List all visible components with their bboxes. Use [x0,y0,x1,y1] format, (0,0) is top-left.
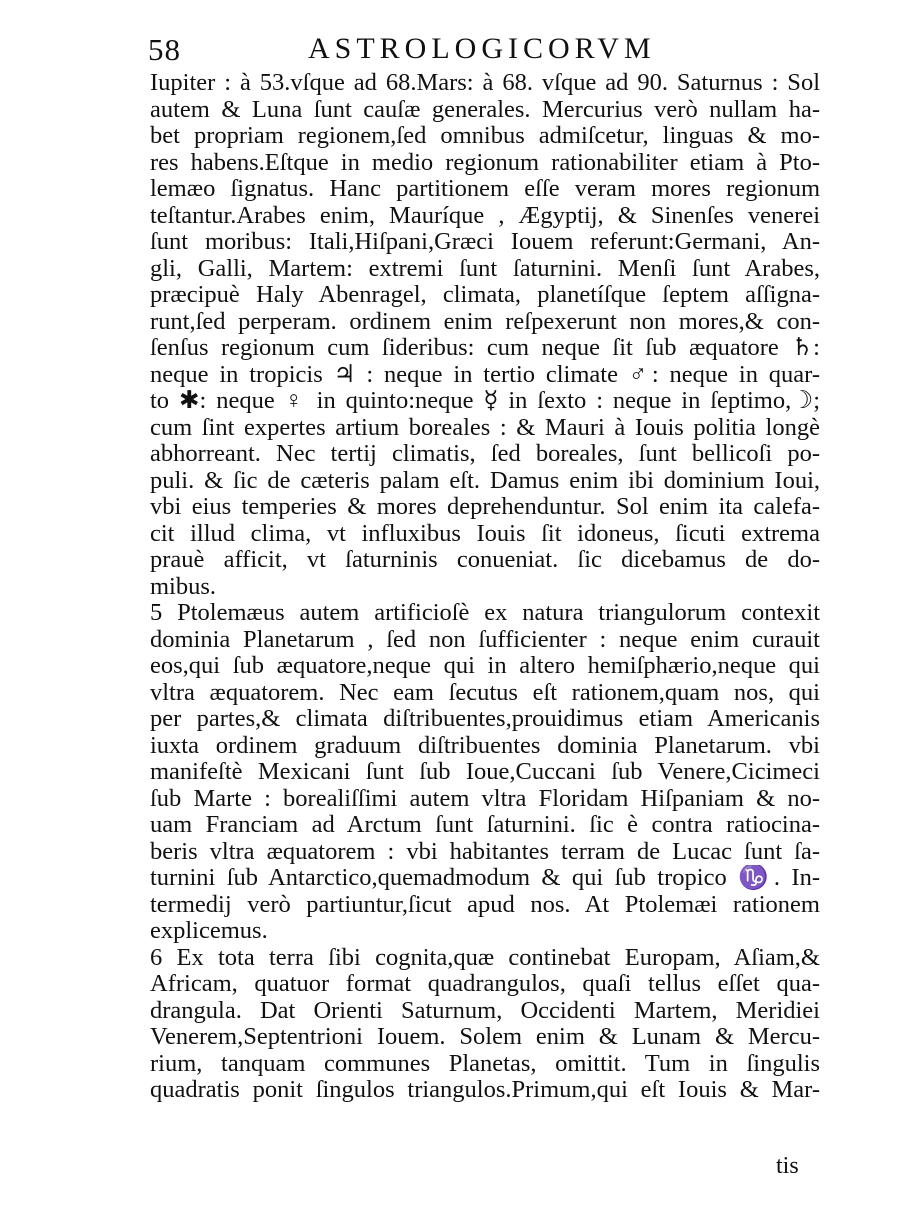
text-line: vbi eius temperies & mores deprehenduntur. Sol enim ita calefa- [150,494,820,520]
text-line: explicemus. [150,918,268,944]
text-line: bet propriam regionem,ſed omnibus admiſcetur, linguas & mo- [150,123,820,149]
text-line: ſub Marte : borealiſſimi autem vltra Floridam Hiſpaniam & no- [150,785,820,812]
text-line: per partes,& climata diſtribuentes,prouidimus etiam Americanis [150,706,820,732]
text-line: puli. & ſic de cæteris palam eſt. Damus enim ibi dominium Ioui, [150,467,820,494]
text-line: Iupiter : à 53.vſque ad 68.Mars: à 68. vſque ad 90. Saturnus : Sol [150,70,820,96]
text-line: cum ſint expertes artium boreales : & Mauri à Iouis politia longè [150,414,820,441]
text-line: 5 Ptolemæus autem artificioſè ex natura triangulorum contexit [150,600,820,626]
text-line: mibus. [150,573,217,600]
text-line: præcipuè Haly Abenragel, climata, planetíſque ſeptem aſſigna- [150,282,820,308]
text-line: to ✱: neque ♀ in quinto:neque ☿ in ſexto : neque in ſeptimo,☽; [150,388,820,414]
text-line: quadratis ponit ſingulos triangulos.Primum,qui eſt Iouis & Mar- [150,1077,820,1103]
body-text [150,70,820,1104]
text-line: runt,ſed perperam. ordinem enim reſpexerunt non mores,& con- [150,308,820,335]
text-line: res habens.Eſtque in medio regionum rationabiliter etiam à Pto- [150,149,820,176]
text-line: beris vltra æquatorem : vbi habitantes terram de Lucac ſunt ſa- [150,838,820,865]
text-line: autem & Luna ſunt cauſæ generales. Mercurius verò nullam ha- [150,96,820,123]
text-line: teſtantur.Arabes enim, Mauríque , Ægyptij, & Sinenſes venerei [150,202,820,229]
text-line: termedij verò partiuntur,ſicut apud nos. At Ptolemæi rationem [150,891,820,918]
catchword: tis [776,1153,799,1179]
text-line: rium, tanquam communes Planetas, omittit. Tum in ſingulis [150,1050,820,1077]
text-line: eos,qui ſub æquatore,neque qui in altero hemiſphærio,neque qui [150,653,820,679]
text-line: lemæo ſignatus. Hanc partitionem eſſe veram mores regionum [150,176,820,202]
text-line: dominia Planetarum , ſed non ſufficienter : neque enim curauit [150,626,820,653]
text-line: cit illud clima, vt influxibus Iouis ſit idoneus, ſicuti extrema [150,520,820,547]
page-header [148,28,828,72]
text-line: turnini ſub Antarctico,quemadmodum & qui ſub tropico ♑. In- [150,865,820,891]
text-line: ſenſus regionum cum ſideribus: cum neque ſit ſub æquatore ♄: [150,335,820,361]
text-line: ſunt moribus: Itali,Hiſpani,Græci Iouem referunt:Germani, An- [150,229,820,255]
text-line: uam Franciam ad Arctum ſunt ſaturnini. ſic è contra ratiocina- [150,812,820,838]
text-line: Venerem,Septentrioni Iouem. Solem enim & Lunam & Mercu- [150,1024,820,1050]
text-line: abhorreant. Nec tertij climatis, ſed boreales, ſunt bellicoſi po- [150,441,820,467]
text-line: drangula. Dat Orienti Saturnum, Occidenti Martem, Meridiei [150,997,820,1024]
text-line: 6 Ex tota terra ſibi cognita,quæ continebat Europam, Aſiam,& [150,944,820,971]
page-number: 58 [148,32,181,67]
text-line: vltra æquatorem. Nec eam ſecutus eſt rationem,quam nos, qui [150,679,820,706]
text-line: gli, Galli, Martem: extremi ſunt ſaturnini. Menſi ſunt Arabes, [150,255,820,282]
text-line: iuxta ordinem graduum diſtribuentes dominia Planetarum. vbi [150,732,820,759]
text-line: neque in tropicis ♃ : neque in tertio climate ♂: neque in quar- [150,361,820,388]
text-line: manifeſtè Mexicani ſunt ſub Ioue,Cuccani ſub Venere,Cicimeci [150,759,820,785]
text-line: Africam, quatuor format quadrangulos, quaſi tellus eſſet qua- [150,971,820,997]
running-head: ASTROLOGICORVM [308,32,656,65]
text-line: prauè afficit, vt ſaturninis conueniat. ſic dicebamus de do- [150,547,820,573]
